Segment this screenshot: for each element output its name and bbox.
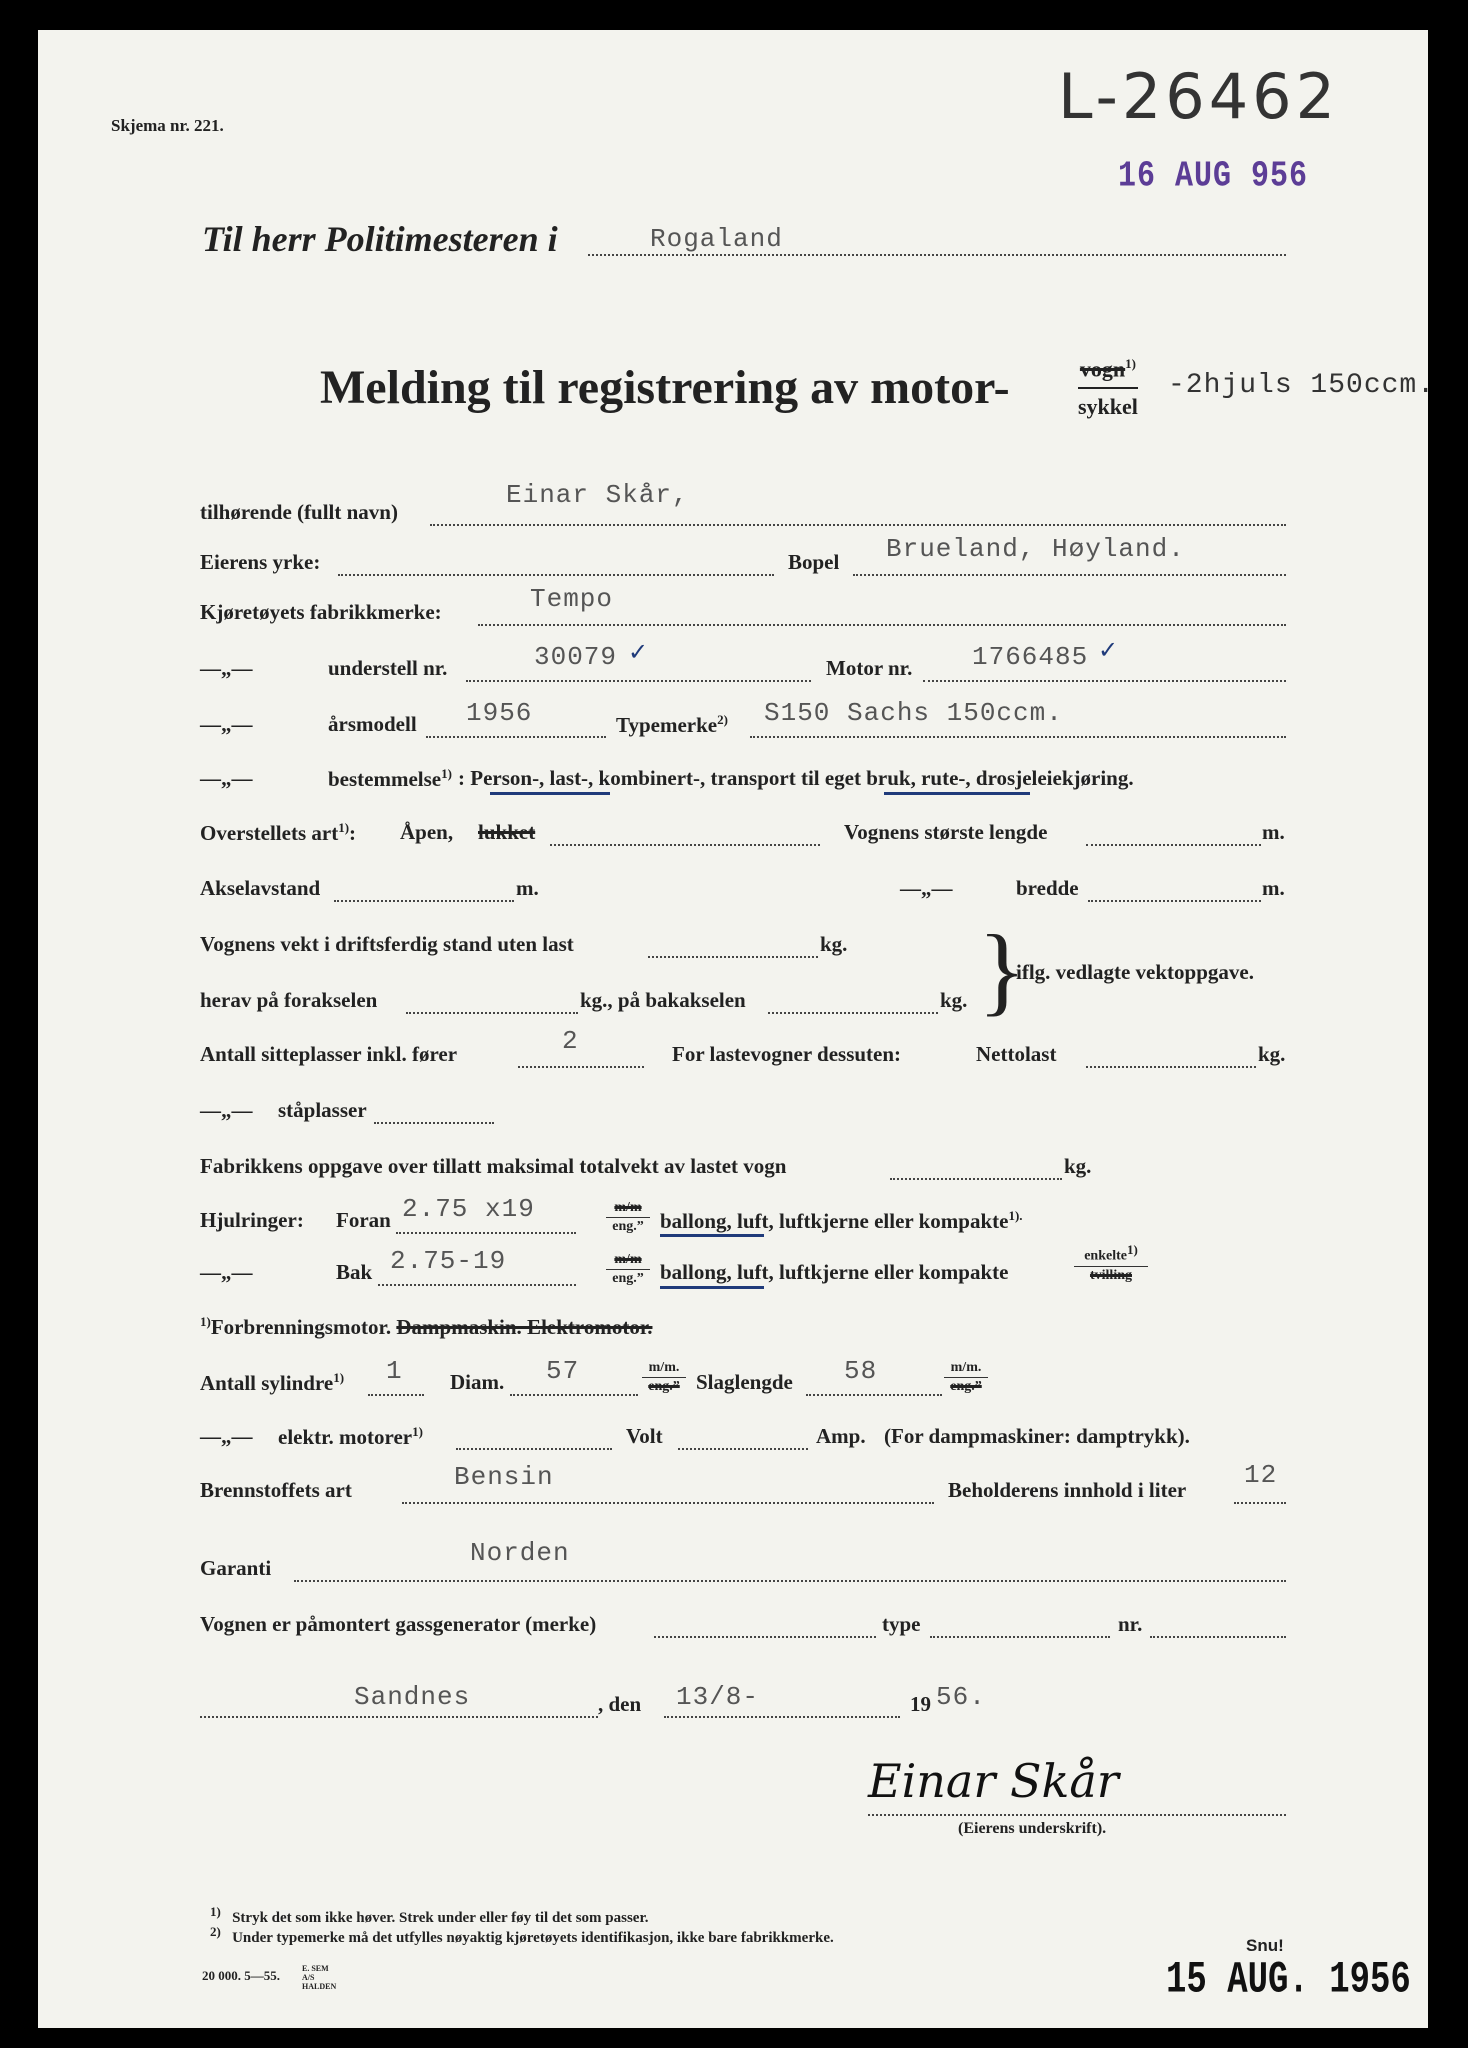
model-year-label: årsmodell [328, 712, 417, 736]
amp-label: Amp. [816, 1424, 866, 1448]
stroke-label: Slaglengde [696, 1370, 793, 1394]
steam-note: (For dampmaskiner: damptrykk). [884, 1424, 1190, 1448]
volt-dots [678, 1448, 808, 1450]
form-sheet [38, 30, 1436, 2028]
footnote-2: $^{2)}$ Under typemerke må det utfylles nøyaktig kjøretøyets identifikasjon, ikke bare fabrikkmerke. [210, 1924, 834, 1946]
brace: } [978, 914, 1026, 1025]
date-value: 13/8- [676, 1682, 760, 1712]
title-frac-top: vogn [1079, 356, 1126, 382]
max-length-label: Vognens største lengde [844, 820, 1048, 844]
ditto-mark: —„— [200, 656, 253, 680]
tyres-rear-value: 2.75-19 [390, 1246, 507, 1276]
purpose-text: : Person-, last-, kombinert-, transport til eget bruk, rute-, drosjeleiekjøring. [458, 766, 1134, 790]
to-dots [588, 254, 1286, 256]
underline-own-use [884, 792, 1030, 795]
single-twin-choice: enkelte$^{1)}$ tvilling [1074, 1242, 1148, 1284]
diam-label: Diam. [450, 1370, 505, 1394]
chassis-label: understell nr. [328, 656, 448, 680]
body-type-dots [550, 844, 820, 846]
seats-label: Antall sitteplasser inkl. fører [200, 1042, 458, 1066]
body-open: Åpen, [400, 820, 454, 844]
cylinders-value: 1 [386, 1356, 403, 1386]
volt-label: Volt [626, 1424, 663, 1448]
front-axle-dots [406, 1012, 578, 1014]
net-load-label: Nettolast [976, 1042, 1057, 1066]
model-year-dots [426, 736, 606, 738]
weight-label: Vognens vekt i driftsferdig stand uten last [200, 932, 574, 956]
year-prefix: 19 [910, 1692, 931, 1716]
max-total-unit: kg. [1064, 1154, 1092, 1178]
bottom-date-stamp: 15 AUG. 1956 [1166, 1956, 1411, 2006]
seats-value: 2 [562, 1026, 579, 1056]
width-unit: m. [1262, 876, 1285, 900]
type-mark-label: Typemerke$^{2)}$ [616, 712, 728, 737]
gas-dots [654, 1636, 876, 1638]
tank-dots [1234, 1502, 1286, 1504]
gas-nr-label: nr. [1118, 1612, 1143, 1636]
electric-dots [456, 1448, 612, 1450]
tyres-rear-pos: Bak [336, 1260, 373, 1284]
form-title: Melding til registrering av motor- [320, 361, 1010, 414]
underline-person [490, 792, 610, 795]
owner-dots [430, 524, 1286, 526]
archive-number: L-26462 [1058, 60, 1340, 133]
check-mark-motor: ✓ [1098, 636, 1119, 664]
underline-balloon-front [660, 1234, 764, 1237]
ditto-mark: —„— [900, 876, 953, 900]
fuel-label: Brennstoffets art [200, 1478, 352, 1502]
rear-axle-dots [768, 1012, 938, 1014]
front-axle-label: herav på forakselen [200, 988, 378, 1012]
gas-type-label: type [882, 1612, 921, 1636]
tyres-front-unit: m/m eng.” [606, 1200, 650, 1235]
owner-label: tilhørende (fullt navn) [200, 500, 398, 524]
check-mark-chassis: ✓ [628, 638, 649, 666]
purpose-label: bestemmelse$^{1)}$ [328, 766, 452, 791]
stroke-value: 58 [844, 1356, 878, 1386]
chassis-dots [466, 680, 811, 682]
print-info: 20 000. 5—55. [202, 1968, 280, 1983]
place-dots [200, 1716, 598, 1718]
form-id: Skjema nr. 221. [111, 116, 224, 135]
owner-signature: Einar Skår [868, 1754, 1119, 1808]
model-year-value: 1956 [466, 698, 533, 728]
ditto-mark: —„— [200, 1098, 253, 1122]
wheelbase-unit: m. [516, 876, 539, 900]
date-dots [664, 1716, 900, 1718]
tyres-rear-text: ballong, luft, luftkjerne eller kompakte [660, 1260, 1009, 1284]
max-length-dots [1086, 844, 1261, 846]
residence-label: Bopel [788, 550, 840, 574]
max-length-unit: m. [1262, 820, 1285, 844]
place-value: Sandnes [354, 1682, 471, 1712]
max-total-dots [890, 1178, 1062, 1180]
width-dots [1088, 900, 1261, 902]
width-label: bredde [1016, 876, 1079, 900]
net-load-dots [1086, 1066, 1256, 1068]
motor-no-label: Motor nr. [826, 656, 913, 680]
title-typed-note: -2hjuls 150ccm. [1168, 370, 1436, 401]
make-label: Kjøretøyets fabrikkmerke: [200, 600, 442, 624]
stroke-unit: m/m. eng.” [944, 1360, 988, 1395]
wheelbase-dots [334, 900, 514, 902]
front-axle-unit: kg., på bakakselen [580, 988, 746, 1012]
body-closed-struck: lukket [478, 820, 536, 844]
seats-dots [518, 1066, 644, 1068]
diam-dots [510, 1394, 638, 1396]
net-load-unit: kg. [1258, 1042, 1286, 1066]
chassis-value: 30079 [534, 642, 618, 672]
type-mark-dots [750, 736, 1286, 738]
tyres-front-pos: Foran [336, 1208, 391, 1232]
tyres-front-dots [396, 1232, 576, 1234]
tank-value: 12 [1244, 1460, 1278, 1490]
weight-note: iflg. vedlagte vektoppgave. [1016, 960, 1254, 984]
stroke-dots [806, 1394, 942, 1396]
ditto-mark: —„— [200, 1424, 253, 1448]
motor-no-value: 1766485 [972, 642, 1089, 672]
standing-dots [374, 1122, 494, 1124]
make-dots [478, 624, 1286, 626]
title-frac-bottom: sykkel [1078, 394, 1138, 420]
signature-caption: (Eierens underskrift). [958, 1820, 1107, 1837]
cargo-label: For lastevogner dessuten: [672, 1042, 902, 1066]
warranty-label: Garanti [200, 1556, 272, 1580]
diam-unit: m/m. eng.” [642, 1360, 686, 1395]
tyres-front-text: ballong, luft, luftkjerne eller kompakte$^{1).}$ [660, 1208, 1023, 1233]
max-total-label: Fabrikkens oppgave over tillatt maksimal totalvekt av lastet vogn [200, 1154, 787, 1178]
title-frac-sup: 1) [1125, 356, 1136, 371]
fuel-dots [402, 1502, 934, 1504]
signature-dots [868, 1814, 1286, 1816]
body-type-label: Overstellets art$^{1)}$: [200, 820, 357, 845]
gas-label: Vognen er påmontert gassgenerator (merke) [200, 1612, 597, 1636]
residence-value: Brueland, Høyland. [886, 534, 1185, 564]
fuel-value: Bensin [454, 1462, 554, 1492]
wheelbase-label: Akselavstand [200, 876, 321, 900]
occupation-label: Eierens yrke: [200, 550, 321, 574]
weight-unit: kg. [820, 932, 848, 956]
standing-label: ståplasser [278, 1098, 367, 1122]
owner-value: Einar Skår, [506, 480, 689, 510]
tank-label: Beholderens innhold i liter [948, 1478, 1187, 1502]
cylinders-dots [368, 1394, 424, 1396]
ditto-mark: —„— [200, 766, 253, 790]
rear-axle-unit: kg. [940, 988, 968, 1012]
to-value: Rogaland [650, 224, 783, 254]
turn-over: Snu! [1246, 1936, 1284, 1955]
underline-balloon-rear [660, 1286, 764, 1289]
to-label: Til herr Politimesteren i [202, 219, 558, 259]
date-den: , den [598, 1692, 642, 1716]
residence-dots [853, 574, 1286, 576]
tyres-front-value: 2.75 x19 [402, 1194, 535, 1224]
make-value: Tempo [530, 584, 614, 614]
engine-kind: $^{1)}$Forbrenningsmotor. Dampmaskin. Elektromotor. [200, 1314, 653, 1339]
footnote-1: $^{1)}$ Stryk det som ikke høver. Strek under eller føy til det som passer. [210, 1904, 649, 1926]
gas-type-dots [930, 1636, 1110, 1638]
warranty-dots [294, 1580, 1286, 1582]
occupation-dots [338, 574, 774, 576]
warranty-value: Norden [470, 1538, 570, 1568]
ditto-mark: —„— [200, 712, 253, 736]
cylinders-label: Antall sylindre$^{1)}$ [200, 1370, 345, 1395]
title-vehicle-kind [1078, 352, 1138, 419]
tyres-label: Hjulringer: [200, 1208, 304, 1232]
tyres-rear-unit: m/m eng.” [606, 1252, 650, 1287]
electric-label: elektr. motorer$^{1)}$ [278, 1424, 423, 1449]
year-suffix: 56. [936, 1682, 986, 1712]
received-stamp: 16 AUG 956 [1118, 156, 1309, 198]
type-mark-value: S150 Sachs 150ccm. [764, 698, 1063, 728]
motor-no-dots [923, 680, 1286, 682]
printer-mark: E. SEM A/S HALDEN [302, 1964, 337, 1991]
gas-nr-dots [1150, 1636, 1286, 1638]
ditto-mark: —„— [200, 1260, 253, 1284]
diam-value: 57 [546, 1356, 580, 1386]
weight-dots [648, 956, 818, 958]
tyres-rear-dots [378, 1284, 576, 1286]
